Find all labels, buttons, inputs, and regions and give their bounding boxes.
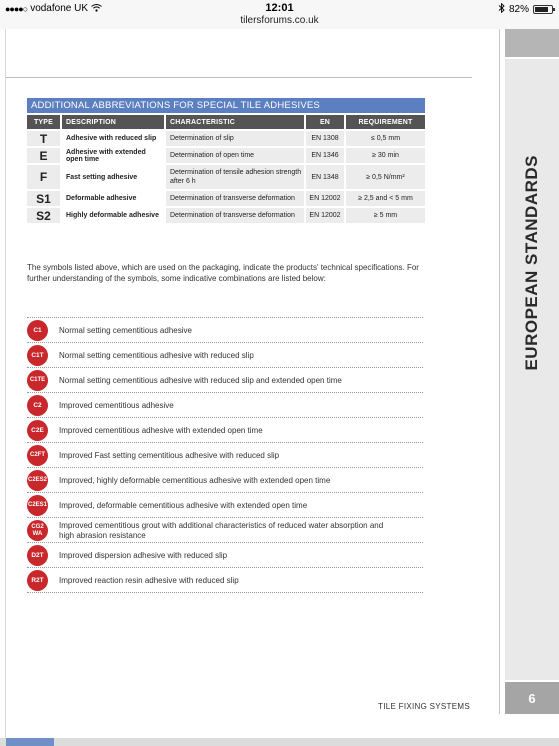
cell-characteristic: Determination of open time xyxy=(166,148,304,163)
bottom-strip xyxy=(0,738,559,746)
cell-characteristic: Determination of transverse deformation xyxy=(166,191,304,206)
cell-description: Deformable adhesive xyxy=(62,191,164,206)
symbol-badge: C1 xyxy=(27,320,48,341)
cell-requirement: ≥ 5 mm xyxy=(346,208,425,223)
cell-description: Highly deformable adhesive xyxy=(62,208,164,223)
cell-characteristic: Determination of slip xyxy=(166,131,304,146)
symbol-badge: R2T xyxy=(27,570,48,591)
symbol-list xyxy=(27,317,423,593)
header-type: TYPE xyxy=(27,115,60,129)
symbol-description: Improved reaction resin adhesive with reduced slip xyxy=(59,575,239,585)
cell-type: S2 xyxy=(27,208,60,223)
list-item xyxy=(27,468,423,493)
cell-description: Adhesive with reduced slip xyxy=(62,131,164,146)
table-row xyxy=(27,191,425,206)
cell-type: S1 xyxy=(27,191,60,206)
cell-requirement: ≥ 0,5 N/mm² xyxy=(346,165,425,189)
cell-en: EN 1348 xyxy=(306,165,344,189)
cell-characteristic: Determination of transverse deformation xyxy=(166,208,304,223)
list-item xyxy=(27,393,423,418)
list-item xyxy=(27,543,423,568)
cell-description: Fast setting adhesive xyxy=(62,165,164,189)
list-item xyxy=(27,318,423,343)
sidebar-top-block xyxy=(505,29,559,57)
cell-requirement: ≥ 30 min xyxy=(346,148,425,163)
header-divider xyxy=(6,77,472,78)
content-right-border xyxy=(499,29,500,714)
symbol-description: Improved, highly deformable cementitious adhesive with extended open time xyxy=(59,475,331,485)
table-row xyxy=(27,131,425,146)
list-item xyxy=(27,368,423,393)
list-item xyxy=(27,418,423,443)
symbol-badge: D2T xyxy=(27,545,48,566)
intro-paragraph: The symbols listed above, which are used on the packaging, indicate the products' technical specifications. For further understanding of the symbols, some indicative combinations are listed below: xyxy=(27,263,419,283)
bottom-accent xyxy=(6,738,54,746)
symbol-description: Improved cementitious adhesive with extended open time xyxy=(59,425,263,435)
table-title: ADDITIONAL ABBREVIATIONS FOR SPECIAL TILE ADHESIVES xyxy=(27,98,425,113)
address-bar-url[interactable]: tilersforums.co.uk xyxy=(240,15,319,26)
symbol-badge: C2 xyxy=(27,395,48,416)
page-left-edge xyxy=(0,29,6,746)
symbol-badge: C2ES1 xyxy=(27,495,48,516)
abbreviations-table xyxy=(27,115,425,225)
cell-requirement: ≤ 0,5 mm xyxy=(346,131,425,146)
table-row xyxy=(27,148,425,163)
symbol-badge: C1T xyxy=(27,345,48,366)
symbol-description: Improved Fast setting cementitious adhesive with reduced slip xyxy=(59,450,280,460)
header-en: EN xyxy=(306,115,344,129)
cell-en: EN 1308 xyxy=(306,131,344,146)
list-item xyxy=(27,343,423,368)
list-item xyxy=(27,568,423,593)
cell-characteristic: Determination of tensile adhesion strength after 6 h xyxy=(166,165,304,189)
symbol-badge: CG2 WA xyxy=(27,520,48,541)
clock: 12:01 xyxy=(265,2,294,14)
cell-type: E xyxy=(27,148,60,163)
header-requirement: REQUIREMENT xyxy=(346,115,425,129)
cell-en: EN 12002 xyxy=(306,208,344,223)
table-header-row xyxy=(27,115,425,129)
battery-percent: 82% xyxy=(508,4,529,15)
status-bar xyxy=(0,0,559,29)
symbol-description: Improved cementitious grout with additional characteristics of reduced water absorption and high abrasion resistance xyxy=(59,520,384,540)
header-description: DESCRIPTION xyxy=(62,115,164,129)
cell-type: F xyxy=(27,165,60,189)
footer-label: TILE FIXING SYSTEMS xyxy=(378,702,470,711)
carrier-name: vodafone UK xyxy=(30,3,89,14)
battery-icon xyxy=(533,5,553,14)
signal-dots-icon: ●●●●○ xyxy=(5,3,28,14)
battery-fill xyxy=(535,7,548,12)
list-item xyxy=(27,493,423,518)
symbol-description: Improved cementitious adhesive xyxy=(59,400,174,410)
symbol-description: Improved, deformable cementitious adhesive with extended open time xyxy=(59,500,308,510)
symbol-badge: C2FT xyxy=(27,445,48,466)
header-characteristic: CHARACTERISTIC xyxy=(166,115,304,129)
cell-description: Adhesive with extended open time xyxy=(62,148,164,163)
cell-en: EN 1346 xyxy=(306,148,344,163)
cell-type: T xyxy=(27,131,60,146)
status-right xyxy=(498,3,553,16)
table-row xyxy=(27,208,425,223)
symbol-badge: C1TE xyxy=(27,370,48,391)
symbol-description: Improved dispersion adhesive with reduced slip xyxy=(59,550,228,560)
list-item xyxy=(27,518,423,543)
symbol-badge: C2E xyxy=(27,420,48,441)
sidebar-section-title xyxy=(505,59,559,680)
table-row xyxy=(27,165,425,189)
symbol-badge: C2ES2 xyxy=(27,470,48,491)
symbol-description: Normal setting cementitious adhesive with reduced slip and extended open time xyxy=(59,375,342,385)
bluetooth-icon xyxy=(498,3,505,16)
symbol-description: Normal setting cementitious adhesive xyxy=(59,325,192,335)
section-title-text: EUROPEAN STANDARDS xyxy=(522,155,541,371)
cell-en: EN 12002 xyxy=(306,191,344,206)
list-item xyxy=(27,443,423,468)
page-number: 6 xyxy=(505,682,559,714)
cell-requirement: ≥ 2,5 and < 5 mm xyxy=(346,191,425,206)
symbol-description: Normal setting cementitious adhesive with reduced slip xyxy=(59,350,254,360)
